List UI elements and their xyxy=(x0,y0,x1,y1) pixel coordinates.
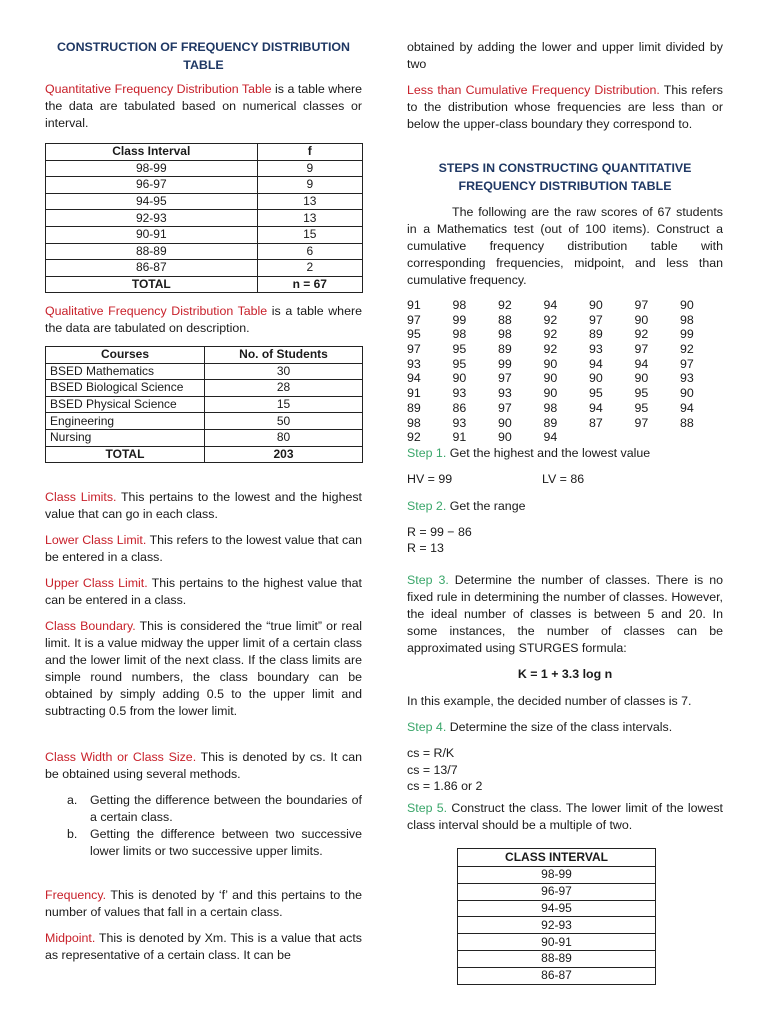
lowest-value: LV = 86 xyxy=(542,472,585,486)
table-row xyxy=(46,226,363,243)
table-cell: 50 xyxy=(205,413,363,430)
score-value: 90 xyxy=(543,356,558,371)
score-value: 95 xyxy=(589,386,603,401)
intro-paragraph: The following are the raw scores of 67 students in a Mathematics test (out of 100 items). Construct a cumulative frequency distribution table with corresponding frequencies, midpoint, and less than cumulative frequency. xyxy=(407,205,723,287)
table-cell: 96-97 xyxy=(458,883,656,900)
term: Frequency. xyxy=(45,888,107,902)
score-value: 95 xyxy=(452,342,467,357)
header-cell: f xyxy=(257,144,362,161)
table-cell: Engineering xyxy=(46,413,205,430)
score-value: 90 xyxy=(498,415,512,430)
table-row xyxy=(458,950,656,967)
score-value: 92 xyxy=(543,312,558,327)
score-value: 90 xyxy=(452,371,467,386)
score-value: 92 xyxy=(498,298,512,312)
step-1 xyxy=(407,445,723,462)
list-item xyxy=(45,826,362,860)
score-value: 90 xyxy=(543,371,558,386)
score-value: 99 xyxy=(452,312,467,327)
score-value: 99 xyxy=(498,356,512,371)
score-value: 92 xyxy=(543,342,558,357)
score-value: 88 xyxy=(680,415,694,430)
list-text: Getting the difference between two successive lower limits or two successive upper limits. xyxy=(90,827,362,858)
definition-text: This pertains to the lowest and the highest value that can go in each class. xyxy=(45,490,362,521)
table-cell: 88-89 xyxy=(46,243,258,260)
quantitative-table xyxy=(45,143,363,293)
table-row xyxy=(46,429,363,446)
table-cell: 13 xyxy=(257,210,362,227)
score-value: 97 xyxy=(498,371,512,386)
table-row xyxy=(458,900,656,917)
definition-text: This refers to the lowest value that can be entered in a class. xyxy=(45,533,363,564)
term: Lower Class Limit. xyxy=(45,533,147,547)
list-item xyxy=(45,792,362,826)
score-value: 92 xyxy=(543,327,558,342)
score-value: 92 xyxy=(634,327,649,342)
table-cell: TOTAL xyxy=(46,276,258,293)
table-row xyxy=(46,380,363,397)
less-than-def xyxy=(407,82,723,133)
table-cell: 86-87 xyxy=(46,260,258,277)
score-value: 93 xyxy=(452,386,467,401)
calc-line: R = 13 xyxy=(407,541,444,555)
score-value: 93 xyxy=(452,415,467,430)
table-row xyxy=(46,413,363,430)
score-value: 90 xyxy=(634,371,649,386)
step-label: Step 4. xyxy=(407,720,447,734)
score-value: 94 xyxy=(589,356,603,371)
scores-row xyxy=(407,313,726,328)
table-row xyxy=(458,967,656,984)
step-text: Construct the class. The lower limit of the lowest class interval should be a multiple of two. xyxy=(407,801,724,832)
table-cell: 98-99 xyxy=(458,867,656,884)
table-cell: 28 xyxy=(205,380,363,397)
score-value: 90 xyxy=(543,386,558,401)
cs-calc xyxy=(407,745,723,795)
score-value: 94 xyxy=(634,356,649,371)
table-cell: 13 xyxy=(257,193,362,210)
table-cell: 92-93 xyxy=(46,210,258,227)
table-row xyxy=(46,260,363,277)
score-value: 97 xyxy=(407,312,421,327)
table-cell: 6 xyxy=(257,243,362,260)
definition-text: is a table where the data are tabulated based on numerical classes or interval. xyxy=(45,82,362,130)
table-cell: TOTAL xyxy=(46,446,205,463)
score-value: 98 xyxy=(452,298,467,312)
score-value: 90 xyxy=(589,298,603,312)
score-value: 95 xyxy=(452,356,467,371)
scores-row xyxy=(407,386,726,401)
score-value: 99 xyxy=(680,327,694,342)
table-cell: 9 xyxy=(257,160,362,177)
term: Quantitative Frequency Distribution Table xyxy=(45,82,272,96)
score-value: 98 xyxy=(543,400,558,415)
score-value: 93 xyxy=(680,371,694,386)
score-value: 94 xyxy=(680,400,694,415)
scores-row xyxy=(407,298,726,313)
score-value: 93 xyxy=(589,342,603,357)
table-row xyxy=(46,446,363,463)
table-row xyxy=(46,243,363,260)
title-line: TABLE xyxy=(183,57,224,72)
table-cell: 94-95 xyxy=(458,900,656,917)
table-row xyxy=(46,210,363,227)
term: Less than Cumulative Frequency Distribution. xyxy=(407,83,660,97)
definition-text: This refers to the distribution whose frequencies are less than or below the upper-class boundary they correspond to. xyxy=(407,83,724,131)
upper-limit-def xyxy=(45,575,362,609)
scores-row xyxy=(407,416,726,431)
table-cell: 90-91 xyxy=(46,226,258,243)
class-boundary-def xyxy=(45,618,362,720)
definition-text: is a table where the data are tabulated on description. xyxy=(45,304,362,335)
table-cell: 94-95 xyxy=(46,193,258,210)
table-cell: 15 xyxy=(205,396,363,413)
table-cell: 92-93 xyxy=(458,917,656,934)
score-value: 97 xyxy=(498,400,512,415)
class-interval-table xyxy=(457,848,656,985)
header-cell: No. of Students xyxy=(205,347,363,364)
step-3 xyxy=(407,572,723,657)
title-line: CONSTRUCTION OF FREQUENCY DISTRIBUTION xyxy=(56,40,351,54)
table-cell: 15 xyxy=(257,226,362,243)
score-value: 97 xyxy=(634,298,649,312)
table-row xyxy=(46,276,363,293)
table-cell: 96-97 xyxy=(46,177,258,194)
step-5 xyxy=(407,800,723,834)
calc-line: cs = 13/7 xyxy=(407,762,458,777)
score-value: 94 xyxy=(407,371,421,386)
score-value: 93 xyxy=(498,386,512,401)
table-cell: 9 xyxy=(257,177,362,194)
score-value: 94 xyxy=(589,400,603,415)
qualitative-definition xyxy=(45,303,362,337)
scores-row xyxy=(407,371,726,386)
term: Midpoint. xyxy=(45,931,96,945)
scores-row xyxy=(407,430,726,445)
range-calc xyxy=(407,524,723,556)
score-value: 90 xyxy=(680,386,694,401)
term: Qualitative Frequency Distribution Table xyxy=(45,304,268,318)
step-text: Determine the size of the class intervals. xyxy=(446,720,673,734)
scores-row xyxy=(407,327,726,342)
score-value: 91 xyxy=(407,298,421,312)
score-value: 97 xyxy=(407,342,421,357)
scores-row xyxy=(407,401,726,416)
step-text: Determine the number of classes. There is no fixed rule in determining the number of classes. However, the ideal number of classes is between 5 and 20. In some instances, the number of classes can be approximated using STURGES formula: xyxy=(407,573,724,655)
score-value: 92 xyxy=(407,430,421,445)
definition-text: This is denoted by cs. It can be obtained using several methods. xyxy=(45,750,362,781)
table-cell: 2 xyxy=(257,260,362,277)
document-title xyxy=(45,39,362,74)
table-cell: 203 xyxy=(205,446,363,463)
scores-row xyxy=(407,357,726,372)
step-2 xyxy=(407,498,723,515)
score-value: 95 xyxy=(634,386,649,401)
list-marker: a. xyxy=(67,793,78,807)
table-cell: n = 67 xyxy=(257,276,362,293)
table-cell: 30 xyxy=(205,363,363,380)
frequency-def xyxy=(45,887,362,921)
header-cell: Courses xyxy=(46,347,205,364)
decided-classes: In this example, the decided number of classes is 7. xyxy=(407,694,692,708)
step-label: Step 1. xyxy=(407,446,447,460)
class-width-methods xyxy=(45,792,362,860)
highest-value: HV = 99 xyxy=(407,472,453,486)
class-width-def xyxy=(45,749,362,783)
score-value: 89 xyxy=(589,327,603,342)
step-4 xyxy=(407,719,723,736)
score-value: 94 xyxy=(543,298,558,312)
score-value: 97 xyxy=(634,415,649,430)
calc-line: R = 99 − 86 xyxy=(407,525,472,539)
calc-line: cs = R/K xyxy=(407,746,455,760)
term: Upper Class Limit. xyxy=(45,576,148,590)
score-value: 90 xyxy=(634,312,649,327)
score-value: 89 xyxy=(543,415,558,430)
midpoint-def xyxy=(45,930,362,964)
score-value: 98 xyxy=(407,415,421,430)
score-value: 92 xyxy=(680,342,694,357)
table-row xyxy=(46,177,363,194)
score-value: 98 xyxy=(680,312,694,327)
term: Class Boundary. xyxy=(45,619,136,633)
score-value: 98 xyxy=(452,327,467,342)
step-label: Step 5. xyxy=(407,801,448,815)
score-value: 86 xyxy=(452,400,467,415)
score-value: 89 xyxy=(498,342,512,357)
step-text: Get the range xyxy=(446,499,526,513)
qualitative-table xyxy=(45,346,363,463)
class-limits-def xyxy=(45,489,362,523)
term: Class Width or Class Size. xyxy=(45,750,197,764)
definition-text: This is denoted by ‘f’ and this pertains to the number of values that fall in a certain class. xyxy=(45,888,362,919)
score-value: 90 xyxy=(589,371,603,386)
steps-title xyxy=(407,160,723,195)
title-line: STEPS IN CONSTRUCTING QUANTITATIVE xyxy=(438,161,692,175)
table-cell: BSED Biological Science xyxy=(46,380,205,397)
table-cell: 90-91 xyxy=(458,934,656,951)
table-row xyxy=(46,363,363,380)
definition-text: This is considered the “true limit” or real limit. It is a value midway the upper limit of a certain class and the lower limit of the next class. If the class limits are simple round numbers, the class boundary can be obtained by simply adding 0.5 to the upper limit and subtracting 0.5 from the lower limit. xyxy=(45,619,362,718)
score-value: 97 xyxy=(589,312,603,327)
score-value: 93 xyxy=(407,356,421,371)
score-value: 91 xyxy=(407,386,421,401)
header-cell: Class Interval xyxy=(46,144,258,161)
score-value: 87 xyxy=(589,415,603,430)
score-value: 94 xyxy=(543,430,558,445)
table-row xyxy=(46,193,363,210)
score-value: 97 xyxy=(680,356,694,371)
table-row xyxy=(458,934,656,951)
score-value: 88 xyxy=(498,312,512,327)
term: Class Limits. xyxy=(45,490,117,504)
step-text: Get the highest and the lowest value xyxy=(446,446,651,460)
step-label: Step 2. xyxy=(407,499,447,513)
score-value: 90 xyxy=(498,430,512,445)
table-row xyxy=(46,160,363,177)
score-value: 95 xyxy=(407,327,421,342)
list-marker: b. xyxy=(67,827,78,841)
table-cell: BSED Mathematics xyxy=(46,363,205,380)
table-row xyxy=(458,917,656,934)
score-value: 98 xyxy=(498,327,512,342)
sturges-formula: K = 1 + 3.3 log n xyxy=(517,667,613,681)
midpoint-continued: obtained by adding the lower and upper limit divided by two xyxy=(407,40,723,71)
quantitative-definition xyxy=(45,81,362,132)
definition-text: This pertains to the highest value that can be entered in a class. xyxy=(45,576,362,607)
scores-row xyxy=(407,342,726,357)
score-value: 89 xyxy=(407,400,421,415)
hv-lv xyxy=(407,471,723,488)
table-cell: BSED Physical Science xyxy=(46,396,205,413)
score-value: 97 xyxy=(634,342,649,357)
table-cell: 86-87 xyxy=(458,967,656,984)
score-value: 91 xyxy=(452,430,467,445)
raw-scores xyxy=(407,298,726,445)
score-value: 95 xyxy=(634,400,649,415)
table-row xyxy=(458,867,656,884)
definition-text: This is denoted by Xm. This is a value that acts as representative of a certain class. It can be xyxy=(45,931,362,962)
table-row xyxy=(46,396,363,413)
title-line: FREQUENCY DISTRIBUTION TABLE xyxy=(458,178,672,193)
table-cell: 98-99 xyxy=(46,160,258,177)
header-cell: CLASS INTERVAL xyxy=(458,849,656,867)
table-cell: 88-89 xyxy=(458,950,656,967)
list-text: Getting the difference between the boundaries of a certain class. xyxy=(90,793,362,824)
table-cell: Nursing xyxy=(46,429,205,446)
step-label: Step 3. xyxy=(407,573,449,587)
lower-limit-def xyxy=(45,532,362,566)
table-row xyxy=(458,883,656,900)
score-value: 90 xyxy=(680,298,694,312)
table-cell: 80 xyxy=(205,429,363,446)
calc-line: cs = 1.86 or 2 xyxy=(407,779,483,793)
